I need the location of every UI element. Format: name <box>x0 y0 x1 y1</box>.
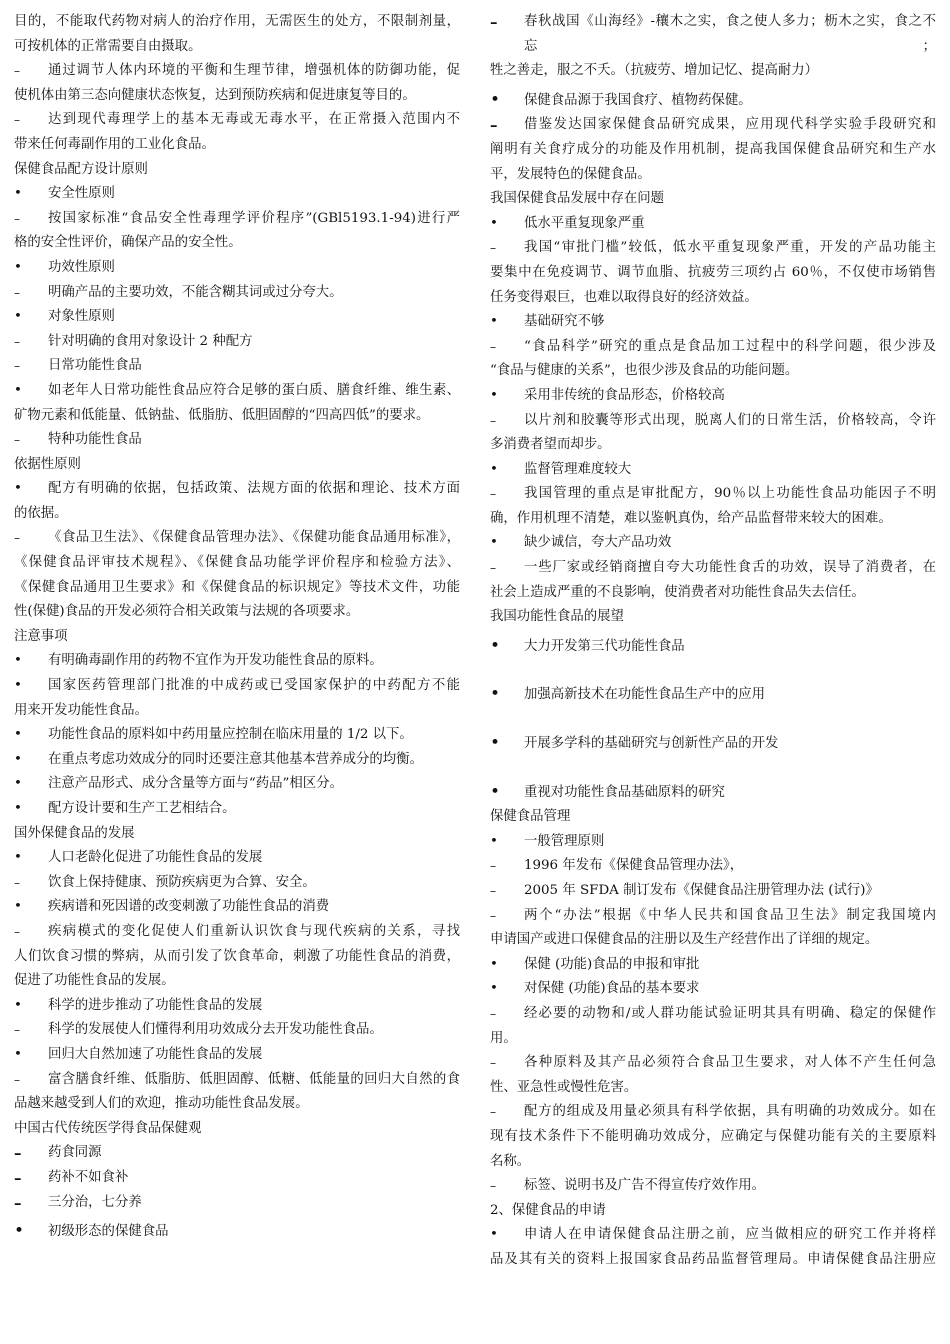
dash-item <box>14 108 460 133</box>
line-text: 安全性原则 <box>48 186 115 202</box>
line-text: 目的，不能取代药物对病人的治疗作用，无需医生的处方，不限制剂量， <box>14 14 460 29</box>
section-heading <box>14 453 460 478</box>
dash-marker: – <box>14 1072 20 1087</box>
bullet-marker: • <box>14 678 22 694</box>
dash-marker: – <box>14 875 20 890</box>
dash-marker: – <box>14 211 20 226</box>
section-heading <box>14 158 460 183</box>
continuation-line <box>490 581 936 606</box>
line-text: 基础研究不够 <box>524 314 605 330</box>
line-text: 多消费者望而却步。 <box>490 437 611 453</box>
dash-marker: – <box>14 1193 22 1212</box>
dash-marker: – <box>14 433 20 448</box>
dash-marker: – <box>14 334 20 349</box>
line-text: 保健食品配方设计原则 <box>14 161 148 177</box>
dash-marker: – <box>14 359 20 374</box>
bullet-item <box>490 310 936 335</box>
line-text: 使机体由第三态向健康状态恢复，达到预防疾病和促进康复等目的。 <box>14 87 416 103</box>
line-text: 用来开发功能性食品。 <box>14 702 148 718</box>
line-text: 任务变得艰巨，也难以取得良好的经济效益。 <box>490 289 758 305</box>
line-text: 特种功能性食品 <box>48 432 142 448</box>
bullet-item <box>490 89 936 114</box>
line-text: 缺少诚信，夸大产品功效 <box>524 535 672 551</box>
bullet-item <box>490 212 936 237</box>
line-text: 性、亚急性或慢性危害。 <box>490 1079 638 1095</box>
bullet-marker: • <box>14 751 22 767</box>
bullet-marker: • <box>490 781 501 802</box>
line-text: 按国家标准“食品安全性毒理学评价程序”(GBl5193.1-94)进行严 <box>48 210 460 226</box>
dash-item <box>14 281 460 306</box>
dash-marker: – <box>14 64 20 79</box>
bullet-item <box>490 977 936 1002</box>
bullet-item <box>490 781 936 806</box>
line-text: 格的安全性评价，确保产品的安全性。 <box>14 235 242 251</box>
dash-marker: – <box>14 285 20 300</box>
line-text: 开展多学科的基础研究与创新性产品的开发 <box>524 736 779 752</box>
line-text: 富含膳食纤维、低脂肪、低胆固醇、低糖、低能量的回归大自然的食 <box>48 1071 460 1087</box>
dash-item <box>14 1068 460 1093</box>
dash-item <box>490 482 936 507</box>
bullet-marker: • <box>490 981 498 997</box>
line-text: 中国古代传统医学得食品保健观 <box>14 1120 202 1136</box>
continuation-line <box>490 1150 936 1175</box>
bullet-marker: • <box>14 776 22 792</box>
bullet-item <box>14 994 460 1019</box>
dash-item <box>490 1100 936 1125</box>
line-text: 我国管理的重点是审批配方，90％以上功能性食品功能因子不明 <box>524 486 936 502</box>
bullet-item <box>490 732 936 757</box>
bullet-item <box>490 531 936 556</box>
dash-marker: – <box>490 1105 496 1120</box>
dash-item <box>490 409 936 434</box>
bullet-item <box>490 635 936 660</box>
dash-marker: – <box>490 487 496 502</box>
line-text: 人们饮食习惯的弊病，从而引发了饮食革命，刺激了功能性食品的消费， <box>14 948 460 964</box>
line-text: 对保健 (功能)食品的基本要求 <box>524 981 700 997</box>
section-heading <box>14 1117 460 1142</box>
line-text: 保健食品管理 <box>490 809 571 825</box>
line-text: 促进了功能性食品的发展。 <box>14 973 175 989</box>
line-text: 我国功能性食品的展望 <box>490 609 624 625</box>
bullet-item <box>14 477 460 502</box>
bullet-marker: • <box>14 1221 25 1242</box>
line-text: 达到现代毒理学上的基本无毒或无毒水平，在正常摄入范围内不 <box>48 112 460 128</box>
dash-marker: – <box>490 1179 496 1194</box>
bullet-marker: • <box>14 850 22 866</box>
line-text: 现有技术条件下不能明确功效成分，应确定与保健功能有关的主要原料 <box>490 1128 936 1144</box>
bullet-item <box>14 182 460 207</box>
section-heading <box>490 1199 936 1224</box>
dash-item <box>14 871 460 896</box>
line-text: 配方设计要和生产工艺相结合。 <box>48 801 236 816</box>
section-heading <box>14 822 460 847</box>
line-text: “食品科学”研究的重点是食品加工过程中的科学问题，很少涉及 <box>524 338 936 354</box>
continuation-line <box>14 404 460 429</box>
line-text: 2、保健食品的申请 <box>490 1202 606 1218</box>
bullet-marker: • <box>490 833 498 849</box>
line-text: 春秋战国《山海经》-穰木之实，食之使人多力；枥木之实，食之不忘； <box>524 14 936 54</box>
dash-marker: – <box>490 241 496 256</box>
dash-item <box>490 904 936 929</box>
bullet-marker: • <box>14 899 22 915</box>
line-text: 申请人在申请保健食品注册之前，应当做相应的研究工作并将样 <box>524 1227 936 1243</box>
line-text: 功效性原则 <box>48 259 115 275</box>
continuation-line <box>490 163 936 188</box>
dash-item <box>14 1141 460 1166</box>
dash-item <box>14 330 460 355</box>
line-text: 疾病谱和死因谱的改变刺激了功能性食品的消费 <box>48 899 330 915</box>
line-text: 申请国产或进口保健食品的注册以及生产经营作出了详细的规定。 <box>490 932 879 948</box>
bullet-marker: • <box>490 1227 498 1243</box>
dash-item <box>490 1051 936 1076</box>
line-text: 以片剂和胶囊等形式出现，脱离人们的日常生活，价格较高，令许 <box>524 412 936 428</box>
line-text: 社会上造成严重的不良影响，使消费者对功能性食品失去信任。 <box>490 584 865 600</box>
bullet-item <box>490 830 936 855</box>
line-text: 《保健食品通用卫生要求》和《保健食品的标识规定》等技术文件，功能 <box>14 579 460 595</box>
continuation-line <box>14 699 460 724</box>
line-text: 国家医药管理部门批准的中成药或已受国家保护的中药配方不能 <box>48 678 460 694</box>
bullet-marker: • <box>490 89 501 110</box>
line-text: 药食同源 <box>48 1145 102 1161</box>
dash-marker: – <box>14 531 20 546</box>
line-text: 监督管理难度较大 <box>524 461 632 477</box>
continuation-line <box>490 261 936 286</box>
line-text: 有明确毒副作用的药物不宜作为开发功能性食品的原料。 <box>48 653 383 669</box>
bullet-marker: • <box>490 314 498 330</box>
bullet-item <box>14 649 460 674</box>
continuation-line <box>490 138 936 163</box>
dash-item <box>14 1166 460 1191</box>
bullet-item <box>14 256 460 281</box>
dash-marker: – <box>14 924 20 939</box>
line-text: 的依据。 <box>14 505 68 521</box>
continuation-line <box>14 231 460 256</box>
line-text: 两个“办法”根据《中华人民共和国食品卫生法》制定我国境内 <box>524 907 936 923</box>
dash-marker: – <box>14 1168 22 1187</box>
continuation-line <box>14 945 460 970</box>
bullet-marker: • <box>14 186 22 202</box>
line-text: 配方的组成及用量必须具有科学依据，具有明确的功效成分。如在 <box>524 1104 936 1120</box>
dash-item <box>14 59 460 84</box>
line-text: 保健 (功能)食品的申报和审批 <box>524 956 700 972</box>
bullet-item <box>14 305 460 330</box>
dash-item <box>490 113 936 138</box>
continuation-line <box>14 35 460 60</box>
line-text: 矿物元素和低能量、低钠盐、低脂肪、低胆固醇的“四高四低”的要求。 <box>14 407 430 423</box>
line-text: 可按机体的正常需要自由摄取。 <box>14 38 202 54</box>
dash-item <box>14 1191 460 1216</box>
continuation-line <box>490 1125 936 1150</box>
bullet-marker: • <box>14 259 22 275</box>
bullet-item <box>490 953 936 978</box>
bullet-item <box>14 748 460 773</box>
line-text: 日常功能性食品 <box>48 358 142 374</box>
continuation-line <box>490 1248 936 1273</box>
dash-marker: – <box>490 908 496 923</box>
bullet-marker: • <box>14 653 22 669</box>
bullet-marker: • <box>14 309 22 325</box>
dash-item <box>14 354 460 379</box>
dash-item <box>14 1018 460 1043</box>
dash-marker: – <box>490 13 498 31</box>
line-text: 平，发展特色的保健食品。 <box>490 166 651 182</box>
dash-marker: – <box>490 339 496 354</box>
line-text: 名称。 <box>490 1153 531 1169</box>
continuation-line <box>14 551 460 576</box>
line-text: 疾病模式的变化促使人们重新认识饮食与现代疾病的关系，寻找 <box>48 923 460 939</box>
bullet-marker: • <box>490 215 498 231</box>
line-text: 阐明有关食疗成分的功能及作用机制，提高我国保健食品研究和生产水 <box>490 141 936 157</box>
line-text: 科学的发展使人们懂得利用功效成分去开发功能性食品。 <box>48 1022 383 1038</box>
line-text: 大力开发第三代功能性食品 <box>524 638 685 654</box>
line-text: 借鉴发达国家保健食品研究成果，应用现代科学实验手段研究和 <box>524 117 936 133</box>
line-text: 确，作用机理不清楚，难以鉴帆真伪，给产品监督带来较大的困难。 <box>490 510 892 526</box>
continuation-line <box>14 502 460 527</box>
dash-item <box>490 1174 936 1199</box>
line-text: 低水平重复现象严重 <box>524 215 645 231</box>
continuation-line <box>14 133 460 158</box>
line-text: 对象性原则 <box>48 309 115 325</box>
bullet-marker: • <box>490 535 498 551</box>
dash-marker: – <box>490 859 496 874</box>
line-text: 注意产品形式、成分含量等方面与“药品”相区分。 <box>48 776 343 792</box>
section-heading <box>490 805 936 830</box>
continuation-line <box>490 433 936 458</box>
dash-item <box>490 556 936 581</box>
line-text: 《食品卫生法》、《保健食品管理办法》、《保健功能食品通用标准》， <box>48 530 460 546</box>
dash-marker: – <box>490 561 496 576</box>
line-text: 人口老龄化促进了功能性食品的发展 <box>48 850 263 866</box>
line-text: 药补不如食补 <box>48 1169 129 1185</box>
continuation-line <box>14 1092 460 1117</box>
left-column <box>14 10 460 1245</box>
bullet-item <box>490 683 936 708</box>
line-text: 品及其有关的资料上报国家食品药品监督管理局。申请保健食品注册应 <box>490 1251 936 1267</box>
line-text: 初级形态的保健食品 <box>48 1224 169 1240</box>
continuation-line <box>490 1027 936 1052</box>
line-text: 明确产品的主要功效，不能含糊其词或过分夸大。 <box>48 284 343 300</box>
dash-item <box>490 879 936 904</box>
line-text: 1996 年发布《保健食品管理办法》， <box>524 858 744 874</box>
bullet-item <box>14 772 460 797</box>
dash-marker: – <box>490 1006 496 1021</box>
continuation-line <box>490 928 936 953</box>
bullet-marker: • <box>490 387 498 403</box>
bullet-marker: • <box>14 727 22 743</box>
bullet-item <box>14 674 460 699</box>
dash-marker: – <box>490 413 496 428</box>
section-heading <box>490 605 936 630</box>
line-text: 一般管理原则 <box>524 833 605 849</box>
line-text: 我国“审批门槛”较低，低水平重复现象严重，开发的产品功能主 <box>524 240 936 256</box>
line-text: 经必要的动物和/或人群功能试验证明其具有明确、稳定的保健作 <box>524 1005 936 1021</box>
line-text: 科学的进步推动了功能性食品的发展 <box>48 997 263 1013</box>
line-text: 配方有明确的依据，包括政策、法规方面的依据和理论、技术方面 <box>48 481 460 497</box>
line-text: 2005 年 SFDA 制订发布《保健食品注册管理办法 (试行)》 <box>524 883 879 898</box>
bullet-marker: • <box>490 956 498 972</box>
bullet-item <box>490 458 936 483</box>
continuation-line <box>14 969 460 994</box>
line-text: 如老年人日常功能性食品应符合足够的蛋白质、膳食纤维、维生素、 <box>48 382 460 398</box>
line-text: 保健食品源于我国食疗、植物药保健。 <box>524 92 752 108</box>
line-text: 牲之善走，服之不夭。（抗疲劳、增加记忆、提高耐力） <box>490 63 819 79</box>
dash-item <box>14 920 460 945</box>
continuation-line <box>490 507 936 532</box>
line-text: 在重点考虑功效成分的同时还要注意其他基本营养成分的均衡。 <box>48 751 423 767</box>
line-text: 加强高新技术在功能性食品生产中的应用 <box>524 687 766 703</box>
line-text: 三分治，七分养 <box>48 1194 142 1210</box>
line-text: “食品与健康的关系”，也很少涉及食品的功能问题。 <box>490 363 799 379</box>
bullet-item <box>14 1043 460 1068</box>
line-text: 注意事项 <box>14 628 68 644</box>
bullet-marker: • <box>490 684 501 705</box>
bullet-item <box>14 895 460 920</box>
line-text: 品越来越受到人们的欢迎，推动功能性食品发展。 <box>14 1096 309 1112</box>
line-text: 回归大自然加速了功能性食品的发展 <box>48 1046 263 1062</box>
bullet-item <box>14 379 460 404</box>
bullet-marker: • <box>14 801 22 816</box>
line-text: 带来任何毒副作用的工业化食品。 <box>14 136 215 152</box>
bullet-item <box>490 384 936 409</box>
line-text: 性(保健)食品的开发必须符合相关政策与法规的各项要求。 <box>14 604 360 620</box>
bullet-item <box>490 1223 936 1248</box>
dash-marker: – <box>490 116 498 135</box>
bullet-item <box>14 797 460 822</box>
continuation-line <box>14 576 460 601</box>
section-heading <box>14 625 460 650</box>
line-text: 针对明确的食用对象设计 2 种配方 <box>48 333 253 349</box>
dash-marker: – <box>14 1023 20 1038</box>
dash-marker: – <box>14 1144 22 1163</box>
section-heading <box>490 187 936 212</box>
line-text: 通过调节人体内环境的平衡和生理节律，增强机体的防御功能，促 <box>48 63 460 79</box>
continuation-line <box>490 1076 936 1101</box>
dash-item <box>490 10 936 59</box>
line-text: 各种原料及其产品必须符合食品卫生要求，对人体不产生任何急 <box>524 1055 936 1071</box>
bullet-item <box>14 723 460 748</box>
bullet-marker: • <box>14 1046 22 1062</box>
dash-item <box>490 335 936 360</box>
line-text: 依据性原则 <box>14 456 81 472</box>
continuation-line <box>14 600 460 625</box>
line-text: 重视对功能性食品基础原料的研究 <box>524 784 725 800</box>
continuation-line <box>14 84 460 109</box>
continuation-line <box>14 10 460 35</box>
bullet-marker: • <box>14 382 22 398</box>
bullet-marker: • <box>490 733 501 754</box>
dash-item <box>490 854 936 879</box>
dash-item <box>14 207 460 232</box>
line-text: 用。 <box>490 1030 517 1046</box>
line-text: 要集中在免疫调节、调节血脂、抗疲劳三项约占 60％，不仅使市场销售 <box>490 264 936 280</box>
line-text: 《保健食品评审技术规程》、《保健食品功能学评价程序和检验方法》、 <box>14 555 460 571</box>
dash-item <box>14 526 460 551</box>
line-text: 我国保健食品发展中存在问题 <box>490 191 665 207</box>
bullet-item <box>14 846 460 871</box>
line-text: 国外保健食品的发展 <box>14 825 135 841</box>
dash-marker: – <box>490 884 496 898</box>
line-text: 一些厂家或经销商擅自夸大功能性食舌的功效，误导了消费者，在 <box>524 560 936 576</box>
continuation-line <box>490 359 936 384</box>
bullet-marker: • <box>490 461 498 477</box>
line-text: 功能性食品的原料如中药用量应控制在临床用量的 1/2 以下。 <box>48 727 413 743</box>
line-text: 饮食上保持健康、预防疾病更为合算、安全。 <box>48 874 316 890</box>
bullet-item <box>14 1220 460 1245</box>
dash-marker: – <box>490 1056 496 1071</box>
bullet-marker: • <box>490 635 501 656</box>
dash-item <box>490 236 936 261</box>
continuation-line <box>490 286 936 311</box>
line-text: 标签、说明书及广告不得宣传疗效作用。 <box>524 1178 766 1194</box>
bullet-marker: • <box>14 997 22 1013</box>
dash-item <box>14 428 460 453</box>
continuation-line <box>490 59 936 84</box>
right-column <box>490 10 936 1273</box>
dash-item <box>490 1002 936 1027</box>
bullet-marker: • <box>14 481 22 497</box>
line-text: 采用非传统的食品形态，价格较高 <box>524 387 725 403</box>
dash-marker: – <box>14 113 20 128</box>
